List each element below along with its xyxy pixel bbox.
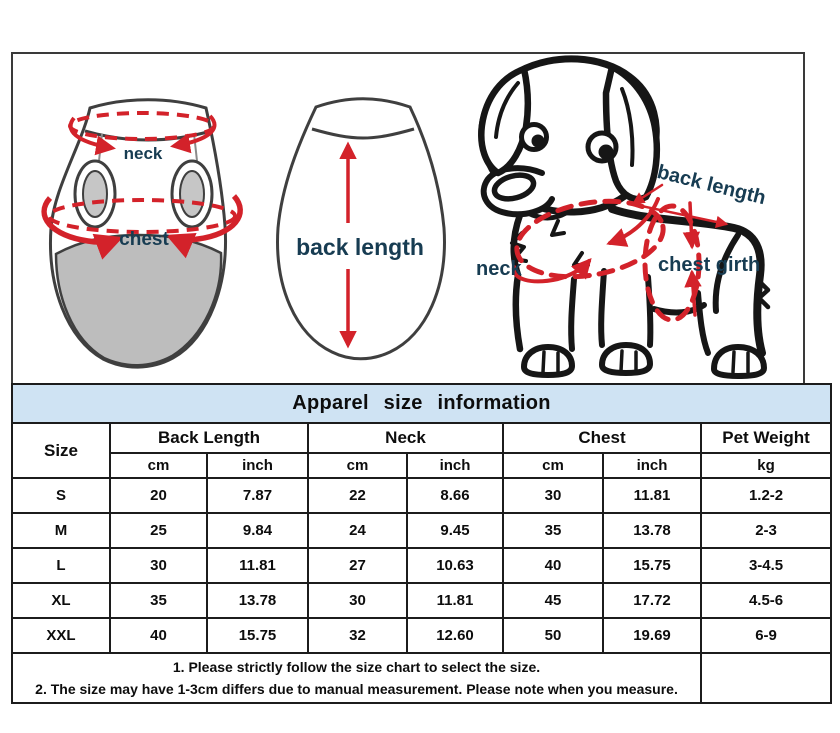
dog-chest-girth-label: chest girth — [658, 254, 761, 276]
table-row — [12, 618, 831, 653]
value-cell: 13.78 — [603, 513, 701, 548]
dog-drawing — [481, 59, 768, 376]
chest-girth-arrow-down — [690, 203, 692, 246]
table-group-header-row — [12, 423, 831, 453]
value-cell: 20 — [110, 478, 207, 513]
unit-chest-inch: inch — [603, 453, 701, 478]
value-cell: 6-9 — [701, 618, 831, 653]
value-cell: 15.75 — [603, 548, 701, 583]
table-title-row — [12, 384, 831, 423]
header-back-length: Back Length — [110, 423, 308, 453]
value-cell: 9.84 — [207, 513, 308, 548]
front-chest-label: chest — [119, 229, 169, 250]
header-neck: Neck — [308, 423, 503, 453]
notes-cell — [12, 653, 701, 703]
value-cell: 9.45 — [407, 513, 503, 548]
table-title: Apparel size information — [12, 384, 831, 423]
table-notes-row — [12, 653, 831, 703]
note-line-1: 1. Please strictly follow the size chart to select the size. — [172, 658, 541, 675]
value-cell: 30 — [503, 478, 603, 513]
unit-weight-kg: kg — [701, 453, 831, 478]
back-length-label: back length — [296, 234, 424, 260]
dog-neck-label: neck — [476, 258, 522, 280]
value-cell: 7.87 — [207, 478, 308, 513]
value-cell: 15.75 — [207, 618, 308, 653]
note-line-2: 2. The size may have 1-3cm differs due to manual measurement. Please note when you measure. — [35, 681, 678, 697]
header-size: Size — [12, 423, 110, 478]
size-table — [11, 383, 832, 704]
notes-empty-cell — [701, 653, 831, 703]
header-pet-weight: Pet Weight — [701, 423, 831, 453]
garment-hem — [56, 235, 221, 365]
table-unit-header-row — [12, 453, 831, 478]
unit-back-length-inch: inch — [207, 453, 308, 478]
value-cell: 12.60 — [407, 618, 503, 653]
dog-back-length-label: back length — [654, 161, 769, 210]
value-cell: 45 — [503, 583, 603, 618]
value-cell: 50 — [503, 618, 603, 653]
size-cell: S — [12, 478, 110, 513]
unit-back-length-cm: cm — [110, 453, 207, 478]
value-cell: 2-3 — [701, 513, 831, 548]
value-cell: 3-4.5 — [701, 548, 831, 583]
value-cell: 4.5-6 — [701, 583, 831, 618]
back-garment-diagram — [268, 83, 458, 371]
value-cell: 13.78 — [207, 583, 308, 618]
armhole-left — [75, 161, 115, 227]
table-row — [12, 513, 831, 548]
value-cell: 11.81 — [207, 548, 308, 583]
value-cell: 22 — [308, 478, 407, 513]
dog-diagram — [462, 53, 805, 383]
value-cell: 40 — [110, 618, 207, 653]
front-neck-label: neck — [123, 144, 163, 163]
header-chest: Chest — [503, 423, 701, 453]
value-cell: 11.81 — [603, 478, 701, 513]
value-cell: 17.72 — [603, 583, 701, 618]
size-cell: L — [12, 548, 110, 583]
table-row — [12, 583, 831, 618]
size-cell: XL — [12, 583, 110, 618]
value-cell: 27 — [308, 548, 407, 583]
value-cell: 11.81 — [407, 583, 503, 618]
value-cell: 10.63 — [407, 548, 503, 583]
unit-neck-inch: inch — [407, 453, 503, 478]
table-row — [12, 478, 831, 513]
size-cell: M — [12, 513, 110, 548]
size-cell: XXL — [12, 618, 110, 653]
value-cell: 40 — [503, 548, 603, 583]
value-cell: 19.69 — [603, 618, 701, 653]
value-cell: 30 — [308, 583, 407, 618]
value-cell: 35 — [110, 583, 207, 618]
value-cell: 1.2-2 — [701, 478, 831, 513]
table-row — [12, 548, 831, 583]
value-cell: 8.66 — [407, 478, 503, 513]
value-cell: 25 — [110, 513, 207, 548]
unit-neck-cm: cm — [308, 453, 407, 478]
unit-chest-cm: cm — [503, 453, 603, 478]
value-cell: 32 — [308, 618, 407, 653]
value-cell: 24 — [308, 513, 407, 548]
armhole-right — [172, 161, 212, 227]
value-cell: 30 — [110, 548, 207, 583]
front-garment-diagram — [32, 82, 254, 378]
value-cell: 35 — [503, 513, 603, 548]
